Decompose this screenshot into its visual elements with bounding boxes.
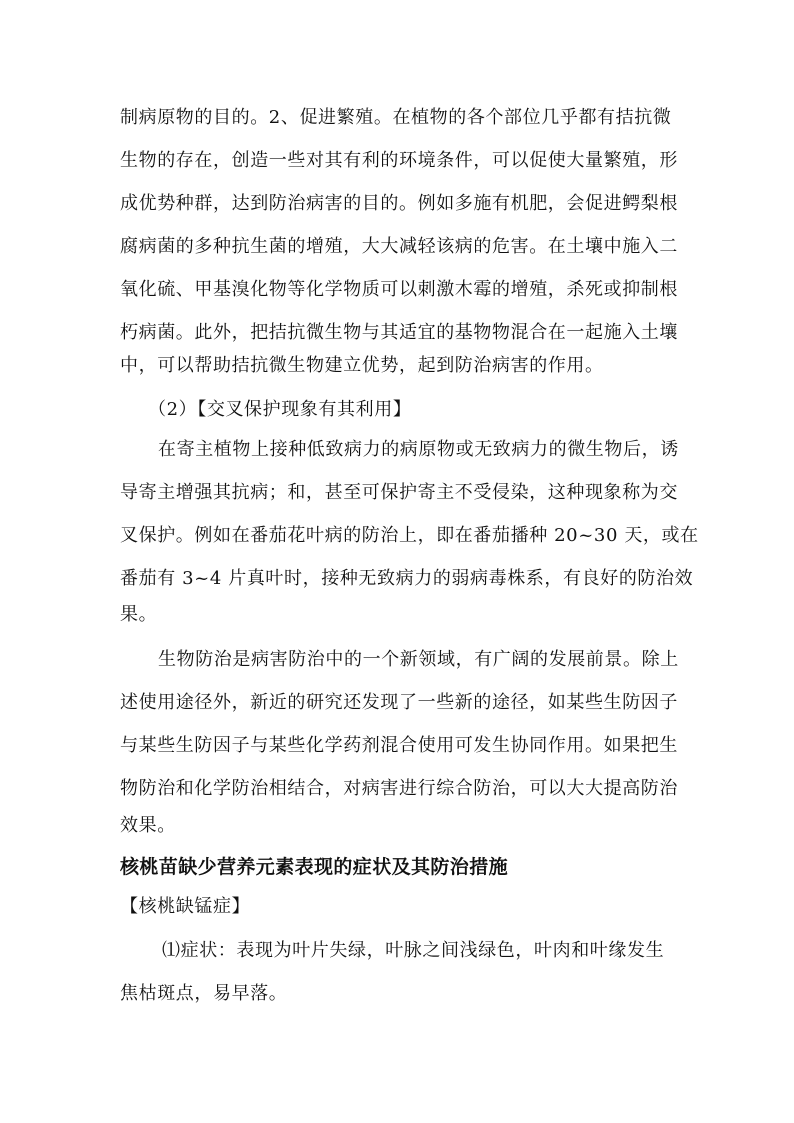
paragraph-line: 焦枯斑点，易早落。 xyxy=(120,983,288,1004)
paragraph-line: 腐病菌的多种抗生菌的增殖，大大减轻该病的危害。在土壤中施入二 xyxy=(120,236,678,257)
paragraph-line: 果。 xyxy=(120,604,158,625)
paragraph-line: 叉保护。例如在番茄花叶病的防治上，即在番茄播种 20~30 天，或在 xyxy=(120,525,699,546)
section-heading: 核桃苗缺少营养元素表现的症状及其防治措施 xyxy=(120,856,509,878)
paragraph-line: 效果。 xyxy=(120,815,176,836)
paragraph-line: 氧化硫、甲基溴化物等化学物质可以刺激木霉的增殖，杀死或抑制根 xyxy=(120,279,678,300)
paragraph-line: 朽病菌。此外，把拮抗微生物与其适宜的基物物混合在一起施入土壤 xyxy=(120,322,678,343)
paragraph-line: 物防治和化学防治相结合，对病害进行综合防治，可以大大提高防治 xyxy=(120,778,678,799)
paragraph-line: 番茄有 3~4 片真叶时，接种无致病力的弱病毒株系，有良好的防治效 xyxy=(120,568,694,589)
paragraph-line: 生物的存在，创造一些对其有利的环境条件，可以促使大量繁殖，形 xyxy=(120,150,678,171)
paragraph-line: 成优势种群，达到防治病害的目的。例如多施有机肥，会促进鳄梨根 xyxy=(120,193,678,214)
paragraph-line: 制病原物的目的。2、促进繁殖。在植物的各个部位几乎都有拮抗微 xyxy=(120,107,672,128)
subsection-heading: （2）【交叉保护现象有其利用】 xyxy=(148,399,412,420)
paragraph-line: 在寄主植物上接种低致病力的病原物或无致病力的微生物后，诱 xyxy=(158,439,679,460)
paragraph-line: 生物防治是病害防治中的一个新领域，有广阔的发展前景。除上 xyxy=(158,649,679,670)
paragraph-line: 中，可以帮助拮抗微生物建立优势，起到防治病害的作用。 xyxy=(120,355,604,376)
subsection-heading: 【核桃缺锰症】 xyxy=(120,896,251,917)
paragraph-line: 述使用途径外，新近的研究还发现了一些新的途径，如某些生防因子 xyxy=(120,692,678,713)
paragraph-line: 导寄主增强其抗病；和，甚至可保护寄主不受侵染，这种现象称为交 xyxy=(120,482,678,503)
paragraph-line: ⑴症状：表现为叶片失绿，叶脉之间浅绿色，叶肉和叶缘发生 xyxy=(162,940,665,961)
paragraph-line: 与某些生防因子与某些化学药剂混合使用可发生协同作用。如果把生 xyxy=(120,735,678,756)
